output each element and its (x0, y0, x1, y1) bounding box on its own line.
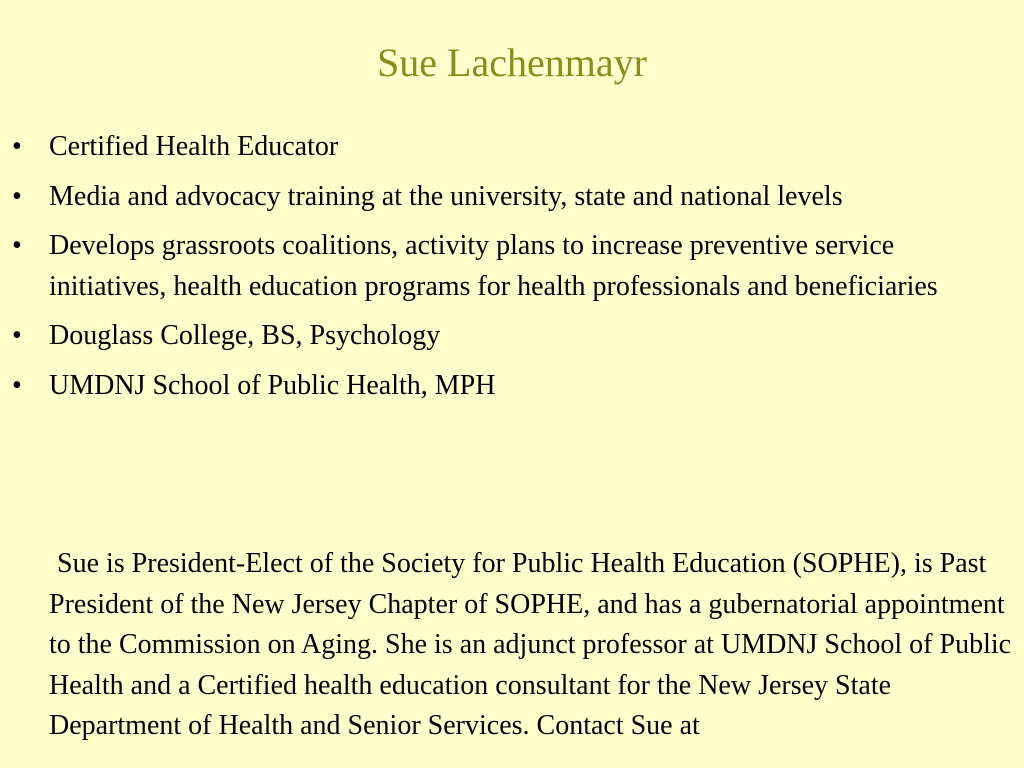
bullet-list (0, 127, 1024, 415)
bullet-icon: • (12, 180, 22, 212)
bullet-icon: • (12, 230, 22, 261)
bullet-item (0, 366, 1024, 407)
bullet-text: Develops grassroots coalitions, activity plans to increase preventive service initiatives, health education programs for health professionals and beneficiaries (49, 230, 938, 302)
bullet-icon: • (12, 369, 22, 401)
bullet-item (0, 127, 1024, 168)
bullet-item (0, 226, 1024, 307)
bullet-icon: • (12, 320, 22, 351)
bullet-text: Certified Health Educator (49, 131, 339, 162)
bullet-text: UMDNJ School of Public Health, MPH (49, 369, 496, 401)
bullet-icon: • (12, 131, 22, 162)
bullet-text: Douglass College, BS, Psychology (49, 320, 441, 351)
bullet-item (0, 316, 1024, 357)
bio-paragraph: Sue is President-Elect of the Society for Public Health Education (SOPHE), is Past President of the New Jersey Chapter of SOPHE, and has a gubernatorial appointment to the Commission on Aging. She is an adjunct professor at UMDNJ School of Public Health and a Certified health education consultant for the New Jersey State Department of Health and Senior Services. Contact Sue at (49, 548, 1012, 741)
slide-title: Sue Lachenmayr (377, 40, 647, 85)
bullet-text: Media and advocacy training at the university, state and national levels (49, 180, 843, 212)
bullet-item (0, 177, 1024, 218)
